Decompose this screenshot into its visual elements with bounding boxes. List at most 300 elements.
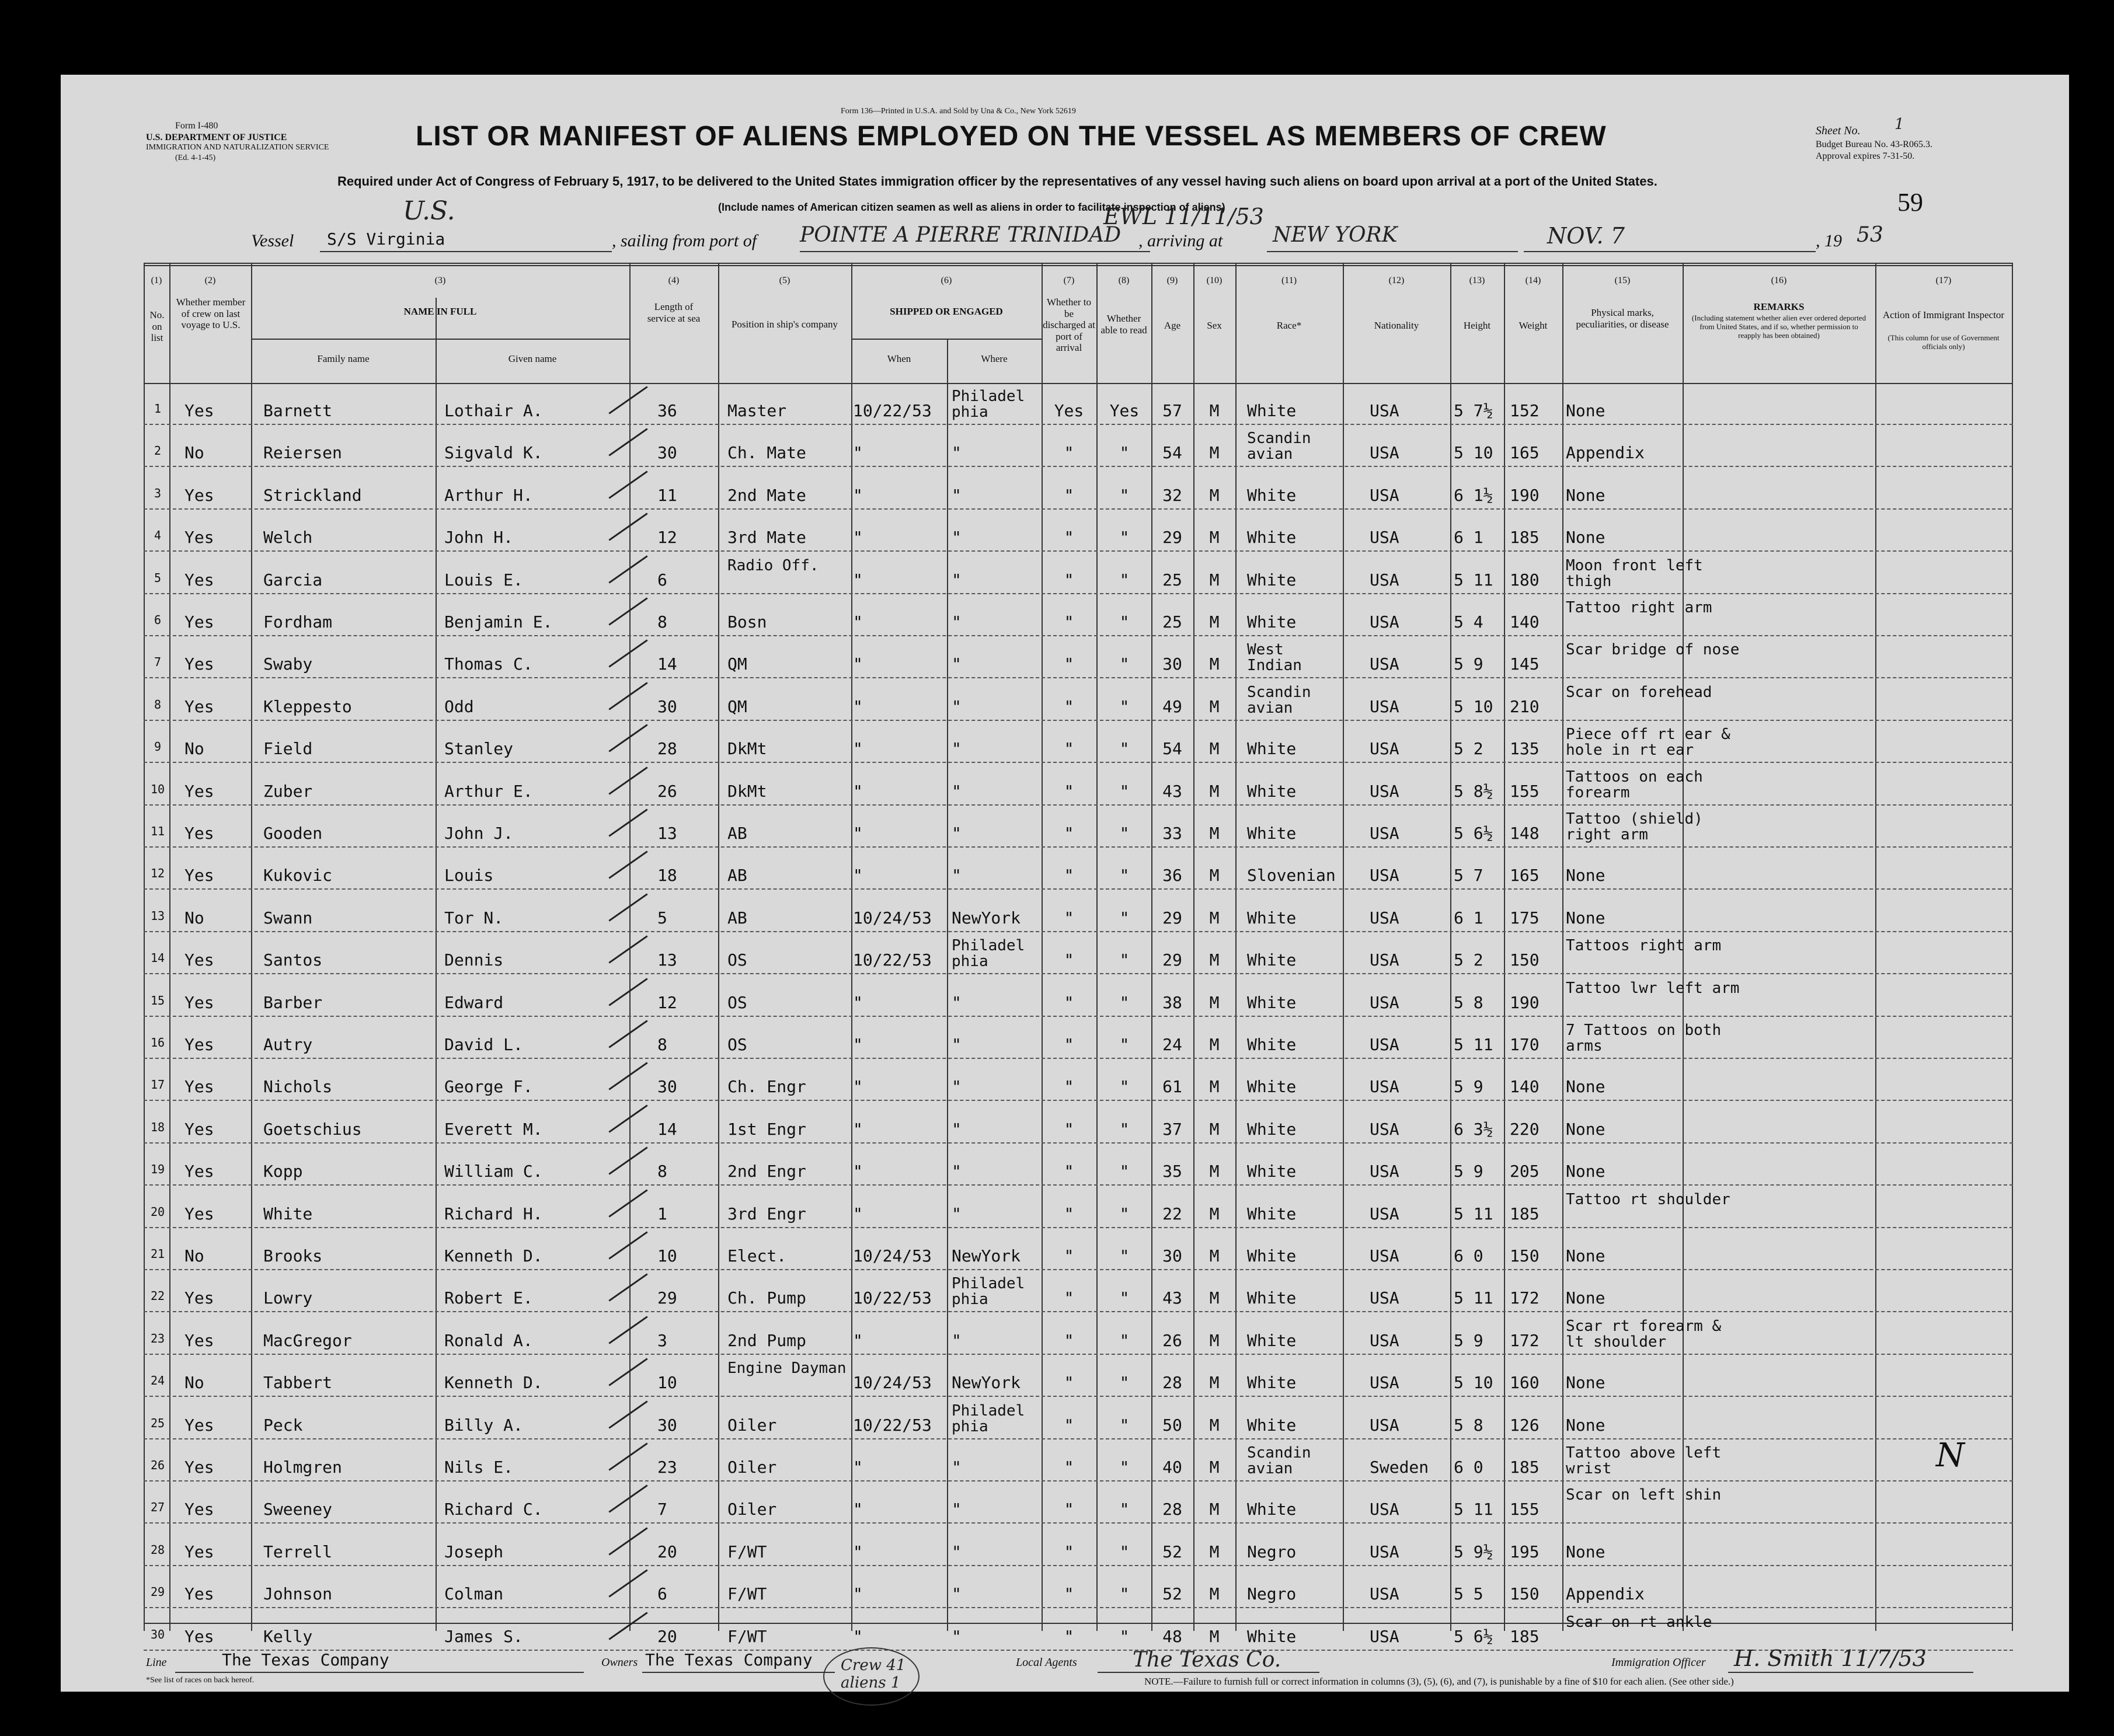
check-mark <box>608 1062 647 1090</box>
sex: M <box>1209 1288 1220 1308</box>
nationality: USA <box>1370 739 1399 759</box>
family-name: Swann <box>263 908 313 928</box>
check-mark <box>608 1527 647 1555</box>
family-name: Barnett <box>263 401 333 420</box>
given-name: James S. <box>444 1626 523 1646</box>
arriving-label: , arriving at <box>1138 231 1223 250</box>
check-mark <box>608 1020 647 1048</box>
given-name: Dennis <box>444 950 504 970</box>
discharged: " <box>1064 1035 1074 1054</box>
shipped-where: " <box>952 739 962 759</box>
age: 37 <box>1162 1119 1182 1139</box>
shipped-when: " <box>853 739 863 759</box>
sex: M <box>1209 1584 1220 1604</box>
height: 5 9 <box>1454 654 1483 674</box>
row-number: 13 <box>150 908 165 923</box>
row-number: 12 <box>150 866 165 881</box>
physical-marks: Tattoo right arm <box>1566 599 1712 616</box>
check-mark <box>608 978 647 1006</box>
race: White <box>1247 1330 1297 1350</box>
row-number: 22 <box>150 1289 165 1303</box>
row-number: 18 <box>150 1120 165 1134</box>
table-row <box>144 766 2013 808</box>
age: 50 <box>1162 1415 1182 1435</box>
table-row <box>144 1146 2013 1188</box>
family-name: Johnson <box>263 1584 333 1604</box>
nationality: USA <box>1370 654 1399 674</box>
row-number: 24 <box>150 1374 165 1388</box>
weight: 148 <box>1510 824 1540 843</box>
arrival-year: 53 <box>1857 223 1883 247</box>
row-number: 27 <box>150 1500 165 1515</box>
shipped-when: 10/22/53 <box>853 950 932 970</box>
service-length: 6 <box>657 1584 667 1604</box>
race: White <box>1247 1500 1297 1519</box>
position: AB <box>727 908 747 928</box>
given-name: Richard H. <box>444 1204 543 1223</box>
able-to-read: " <box>1119 908 1130 928</box>
position: Ch. Mate <box>727 443 806 463</box>
shipped-when: " <box>853 1077 863 1097</box>
family-name: Field <box>263 739 313 759</box>
given-name: David L. <box>444 1035 523 1054</box>
family-name: Kleppesto <box>263 696 352 716</box>
height: 5 8½ <box>1454 781 1493 801</box>
service-length: 10 <box>657 1373 677 1393</box>
given-name: Nils E. <box>444 1458 514 1477</box>
table-row <box>144 977 2013 1019</box>
service-length: 8 <box>657 1162 667 1181</box>
officer-label: Immigration Officer <box>1611 1656 1706 1669</box>
sex: M <box>1209 1500 1220 1519</box>
check-mark <box>608 893 647 921</box>
check-mark <box>608 1442 647 1470</box>
position: Oiler <box>727 1415 777 1435</box>
height: 5 4 <box>1454 612 1483 632</box>
header-family-name: Family name <box>317 353 370 364</box>
weight: 145 <box>1510 654 1540 674</box>
able-to-read: " <box>1119 992 1130 1012</box>
family-name: Swaby <box>263 654 313 674</box>
row-number: 11 <box>150 824 165 838</box>
race: White <box>1247 992 1297 1012</box>
family-name: Gooden <box>263 824 323 843</box>
position: F/WT <box>727 1542 767 1561</box>
shipped-where: Philadel phia <box>952 1402 1025 1435</box>
prev-voyage: Yes <box>184 570 214 590</box>
position: F/WT <box>727 1626 767 1646</box>
given-name: Kenneth D. <box>444 1246 543 1266</box>
header-action-note: (This column for use of Government officials only) <box>1887 333 2000 351</box>
row-number: 26 <box>150 1458 165 1472</box>
given-name: Tor N. <box>444 908 504 928</box>
prev-voyage: No <box>184 443 204 463</box>
col-num: (3) <box>434 276 446 285</box>
height: 5 2 <box>1454 739 1483 759</box>
discharged: " <box>1064 739 1074 759</box>
col-num: (8) <box>1118 276 1130 285</box>
header-name-in-full: NAME IN FULL <box>403 306 477 317</box>
race: White <box>1247 1373 1297 1393</box>
given-name: Robert E. <box>444 1288 533 1308</box>
height: 6 1 <box>1454 908 1483 928</box>
race: White <box>1247 1162 1297 1181</box>
weight: 165 <box>1510 443 1540 463</box>
nationality: USA <box>1370 824 1399 843</box>
family-name: Zuber <box>263 781 313 801</box>
row-number: 17 <box>150 1078 165 1092</box>
table-row <box>144 1400 2013 1442</box>
line-label: Line <box>146 1656 167 1669</box>
vessel-name: S/S Virginia <box>327 229 445 249</box>
prev-voyage: Yes <box>184 654 214 674</box>
nationality: USA <box>1370 1077 1399 1097</box>
nationality: USA <box>1370 1288 1399 1308</box>
shipped-where: " <box>952 485 962 505</box>
physical-marks: Scar on rt ankle <box>1566 1613 1712 1631</box>
given-name: Kenneth D. <box>444 1373 543 1393</box>
shipped-where: " <box>952 1542 962 1561</box>
able-to-read: " <box>1119 739 1130 759</box>
sex: M <box>1209 824 1220 843</box>
sex: M <box>1209 1373 1220 1393</box>
shipped-when: " <box>853 443 863 463</box>
service-length: 23 <box>657 1458 677 1477</box>
arriving-port: NEW YORK <box>1273 223 1398 247</box>
position: OS <box>727 992 747 1012</box>
age: 25 <box>1162 612 1182 632</box>
age: 35 <box>1162 1162 1182 1181</box>
table-row <box>144 850 2013 892</box>
sheet-number: 1 <box>1894 116 1904 133</box>
sex: M <box>1209 401 1220 420</box>
prev-voyage: Yes <box>184 1162 214 1181</box>
service-length: 20 <box>657 1626 677 1646</box>
row-number: 9 <box>154 740 162 754</box>
requirement-text: Required under Act of Congress of February 5, 1917, to be delivered to the United States immigration officer by the representatives of any vessel having such aliens on board upon arrival at a port of the United States. <box>337 174 1657 189</box>
physical-marks: Scar on forehead <box>1566 683 1712 701</box>
row-number: 25 <box>150 1416 165 1430</box>
nationality: USA <box>1370 950 1399 970</box>
shipped-when: 10/24/53 <box>853 908 932 928</box>
shipped-when: 10/24/53 <box>853 1246 932 1266</box>
table-row <box>144 555 2013 597</box>
position: Oiler <box>727 1458 777 1477</box>
col-num: (10) <box>1206 276 1223 285</box>
row-number: 4 <box>154 528 162 543</box>
given-name: Benjamin E. <box>444 612 553 632</box>
position: Engine Dayman <box>727 1359 847 1378</box>
race: White <box>1247 908 1297 928</box>
physical-marks: Tattoos on each forearm <box>1566 768 1703 801</box>
height: 5 6½ <box>1454 1626 1493 1646</box>
weight: 172 <box>1510 1288 1540 1308</box>
approval-expiry: Approval expires 7-31-50. <box>1816 151 1915 161</box>
weight: 205 <box>1510 1162 1540 1181</box>
nationality: USA <box>1370 1204 1399 1223</box>
sheet-label: Sheet No. <box>1816 124 1861 137</box>
table-row <box>144 1061 2013 1103</box>
discharged: " <box>1064 824 1074 843</box>
height: 5 7 <box>1454 866 1483 886</box>
shipped-where: NewYork <box>952 1246 1021 1266</box>
check-mark <box>608 682 647 710</box>
given-name: Arthur E. <box>444 781 533 801</box>
family-name: Barber <box>263 992 323 1012</box>
check-mark <box>608 1104 647 1132</box>
family-name: MacGregor <box>263 1330 352 1350</box>
weight: 180 <box>1510 570 1540 590</box>
discharged: " <box>1064 612 1074 632</box>
able-to-read: " <box>1119 1246 1130 1266</box>
able-to-read: " <box>1119 1458 1130 1477</box>
family-name: Sweeney <box>263 1500 333 1519</box>
prev-voyage: Yes <box>184 1119 214 1139</box>
family-name: Fordham <box>263 612 333 632</box>
age: 29 <box>1162 528 1182 548</box>
check-mark <box>608 555 647 583</box>
table-row <box>144 1611 2013 1653</box>
height: 5 8 <box>1454 992 1483 1012</box>
able-to-read: " <box>1119 485 1130 505</box>
header-shipped: SHIPPED OR ENGAGED <box>890 306 1003 317</box>
nationality: USA <box>1370 1542 1399 1561</box>
sex: M <box>1209 1330 1220 1350</box>
able-to-read: " <box>1119 443 1130 463</box>
given-name: William C. <box>444 1162 543 1181</box>
race: White <box>1247 739 1297 759</box>
row-number: 21 <box>150 1247 165 1261</box>
age: 25 <box>1162 570 1182 590</box>
col-num: (9) <box>1166 276 1178 285</box>
able-to-read: " <box>1119 1542 1130 1561</box>
race: White <box>1247 950 1297 970</box>
header-service-length: Length of service at sea <box>647 301 701 324</box>
physical-marks: Tattoo (shield) right arm <box>1566 810 1703 843</box>
service-length: 6 <box>657 570 667 590</box>
weight: 155 <box>1510 781 1540 801</box>
family-name: Welch <box>263 528 313 548</box>
position: F/WT <box>727 1584 767 1604</box>
nationality: USA <box>1370 1246 1399 1266</box>
shipped-where: " <box>952 528 962 548</box>
service-length: 11 <box>657 485 677 505</box>
header-prev-voyage: Whether member of crew on last voyage to U.S. <box>176 297 246 331</box>
header-remarks-note: (Including statement whether alien ever ordered deported from United States, and if so, whether permission to reapply has been obtained) <box>1691 313 1866 340</box>
shipped-where: " <box>952 696 962 716</box>
service-length: 8 <box>657 1035 667 1054</box>
service-name: IMMIGRATION AND NATURALIZATION SERVICE <box>146 143 329 152</box>
discharged: " <box>1064 1500 1074 1519</box>
header-when: When <box>887 353 911 364</box>
check-mark <box>608 428 647 456</box>
service-length: 30 <box>657 443 677 463</box>
service-length: 20 <box>657 1542 677 1561</box>
family-name: Strickland <box>263 485 362 505</box>
race: White <box>1247 528 1297 548</box>
nationality: USA <box>1370 1035 1399 1054</box>
able-to-read: " <box>1119 528 1130 548</box>
position: Ch. Pump <box>727 1288 806 1308</box>
shipped-where: " <box>952 1626 962 1646</box>
discharged: " <box>1064 654 1074 674</box>
age: 43 <box>1162 781 1182 801</box>
vessel-country: U.S. <box>403 196 455 226</box>
sex: M <box>1209 739 1220 759</box>
position: Ch. Engr <box>727 1077 806 1097</box>
able-to-read: " <box>1119 1035 1130 1054</box>
family-name: Kukovic <box>263 866 333 886</box>
sex: M <box>1209 1077 1220 1097</box>
position: Oiler <box>727 1500 777 1519</box>
table-row <box>144 512 2013 554</box>
agents-value: The Texas Co. <box>1133 1648 1281 1672</box>
physical-marks: Scar rt forearm & lt shoulder <box>1566 1317 1722 1351</box>
shipped-when: " <box>853 612 863 632</box>
header-nationality: Nationality <box>1374 320 1419 331</box>
age: 36 <box>1162 866 1182 886</box>
table-row <box>144 1230 2013 1273</box>
nationality: USA <box>1370 612 1399 632</box>
sex: M <box>1209 528 1220 548</box>
nationality: USA <box>1370 528 1399 548</box>
discharged: " <box>1064 866 1074 886</box>
prev-voyage: Yes <box>184 401 214 420</box>
prev-voyage: Yes <box>184 824 214 843</box>
sex: M <box>1209 612 1220 632</box>
prev-voyage: Yes <box>184 1330 214 1350</box>
physical-marks: None <box>1566 1246 1605 1266</box>
header-where: Where <box>981 353 1008 364</box>
physical-marks: Scar on left shin <box>1566 1486 1722 1504</box>
shipped-when: " <box>853 1119 863 1139</box>
header-age: Age <box>1164 320 1181 331</box>
race: Scandin avian <box>1247 683 1311 717</box>
height: 5 11 <box>1454 1035 1493 1054</box>
weight: 190 <box>1510 992 1540 1012</box>
position: OS <box>727 950 747 970</box>
race: Slovenian <box>1247 866 1336 886</box>
prev-voyage: No <box>184 1373 204 1393</box>
prev-voyage: Yes <box>184 1415 214 1435</box>
height: 6 1 <box>1454 528 1483 548</box>
row-number: 10 <box>150 782 165 796</box>
check-mark <box>608 1189 647 1217</box>
height: 5 7½ <box>1454 401 1493 420</box>
table-row <box>144 1568 2013 1610</box>
weight: 135 <box>1510 739 1540 759</box>
table-row <box>144 470 2013 512</box>
shipped-when: " <box>853 824 863 843</box>
header-sex: Sex <box>1207 320 1222 331</box>
page-number: 59 <box>1897 188 1923 217</box>
prev-voyage: Yes <box>184 1458 214 1477</box>
position: Radio Off. <box>727 556 819 574</box>
row-number: 20 <box>150 1204 165 1219</box>
race: White <box>1247 612 1297 632</box>
shipped-when: " <box>853 1458 863 1477</box>
sex: M <box>1209 654 1220 674</box>
check-mark <box>608 1147 647 1175</box>
service-length: 7 <box>657 1500 667 1519</box>
weight: 140 <box>1510 1077 1540 1097</box>
table-row <box>144 723 2013 765</box>
shipped-when: " <box>853 654 863 674</box>
sex: M <box>1209 950 1220 970</box>
table-row <box>144 385 2013 427</box>
shipped-when: " <box>853 528 863 548</box>
header-weight: Weight <box>1519 320 1548 331</box>
nationality: USA <box>1370 1584 1399 1604</box>
shipped-where: " <box>952 1119 962 1139</box>
given-name: Sigvald K. <box>444 443 543 463</box>
col-num: (2) <box>204 276 216 285</box>
shipped-where: " <box>952 824 962 843</box>
discharged: " <box>1064 781 1074 801</box>
physical-marks: None <box>1566 528 1605 548</box>
shipped-where: Philadel phia <box>952 388 1025 421</box>
physical-marks: Scar bridge of nose <box>1566 641 1740 659</box>
service-length: 29 <box>657 1288 677 1308</box>
physical-marks: Tattoos right arm <box>1566 937 1722 955</box>
prev-voyage: Yes <box>184 1626 214 1646</box>
nationality: USA <box>1370 1162 1399 1181</box>
table-row <box>144 1526 2013 1568</box>
physical-marks: Moon front left thigh <box>1566 556 1703 590</box>
given-name: Lothair A. <box>444 401 543 420</box>
height: 5 11 <box>1454 1500 1493 1519</box>
position: 3rd Mate <box>727 528 806 548</box>
shipped-where: " <box>952 1330 962 1350</box>
nationality: USA <box>1370 992 1399 1012</box>
shipped-where: " <box>952 612 962 632</box>
discharged: " <box>1064 1330 1074 1350</box>
sailing-label: , sailing from port of <box>612 231 757 250</box>
height: 5 10 <box>1454 1373 1493 1393</box>
col-num: (11) <box>1281 276 1297 285</box>
able-to-read: " <box>1119 1500 1130 1519</box>
physical-marks: 7 Tattoos on both arms <box>1566 1022 1722 1055</box>
vessel-label: Vessel <box>251 231 294 250</box>
service-length: 14 <box>657 654 677 674</box>
shipped-where: NewYork <box>952 1373 1021 1393</box>
shipped-when: " <box>853 866 863 886</box>
row-number: 19 <box>150 1162 165 1177</box>
position: 3rd Engr <box>727 1204 806 1223</box>
shipped-where: " <box>952 1500 962 1519</box>
shipped-where: " <box>952 1162 962 1181</box>
table-row <box>144 808 2013 850</box>
able-to-read: " <box>1119 1373 1130 1393</box>
row-number: 3 <box>154 486 162 500</box>
family-name: Peck <box>263 1415 303 1435</box>
family-name: Holmgren <box>263 1458 342 1477</box>
check-mark <box>608 808 647 836</box>
prev-voyage: Yes <box>184 866 214 886</box>
age: 43 <box>1162 1288 1182 1308</box>
shipped-when: " <box>853 781 863 801</box>
race: West Indian <box>1247 641 1302 675</box>
table-row <box>144 1315 2013 1357</box>
family-name: Goetschius <box>263 1119 362 1139</box>
prev-voyage: No <box>184 908 204 928</box>
col-num: (12) <box>1388 276 1405 285</box>
position: Bosn <box>727 612 767 632</box>
shipped-when: 10/24/53 <box>853 1373 932 1393</box>
discharged: " <box>1064 992 1074 1012</box>
discharged: " <box>1064 1204 1074 1223</box>
prev-voyage: Yes <box>184 1077 214 1097</box>
